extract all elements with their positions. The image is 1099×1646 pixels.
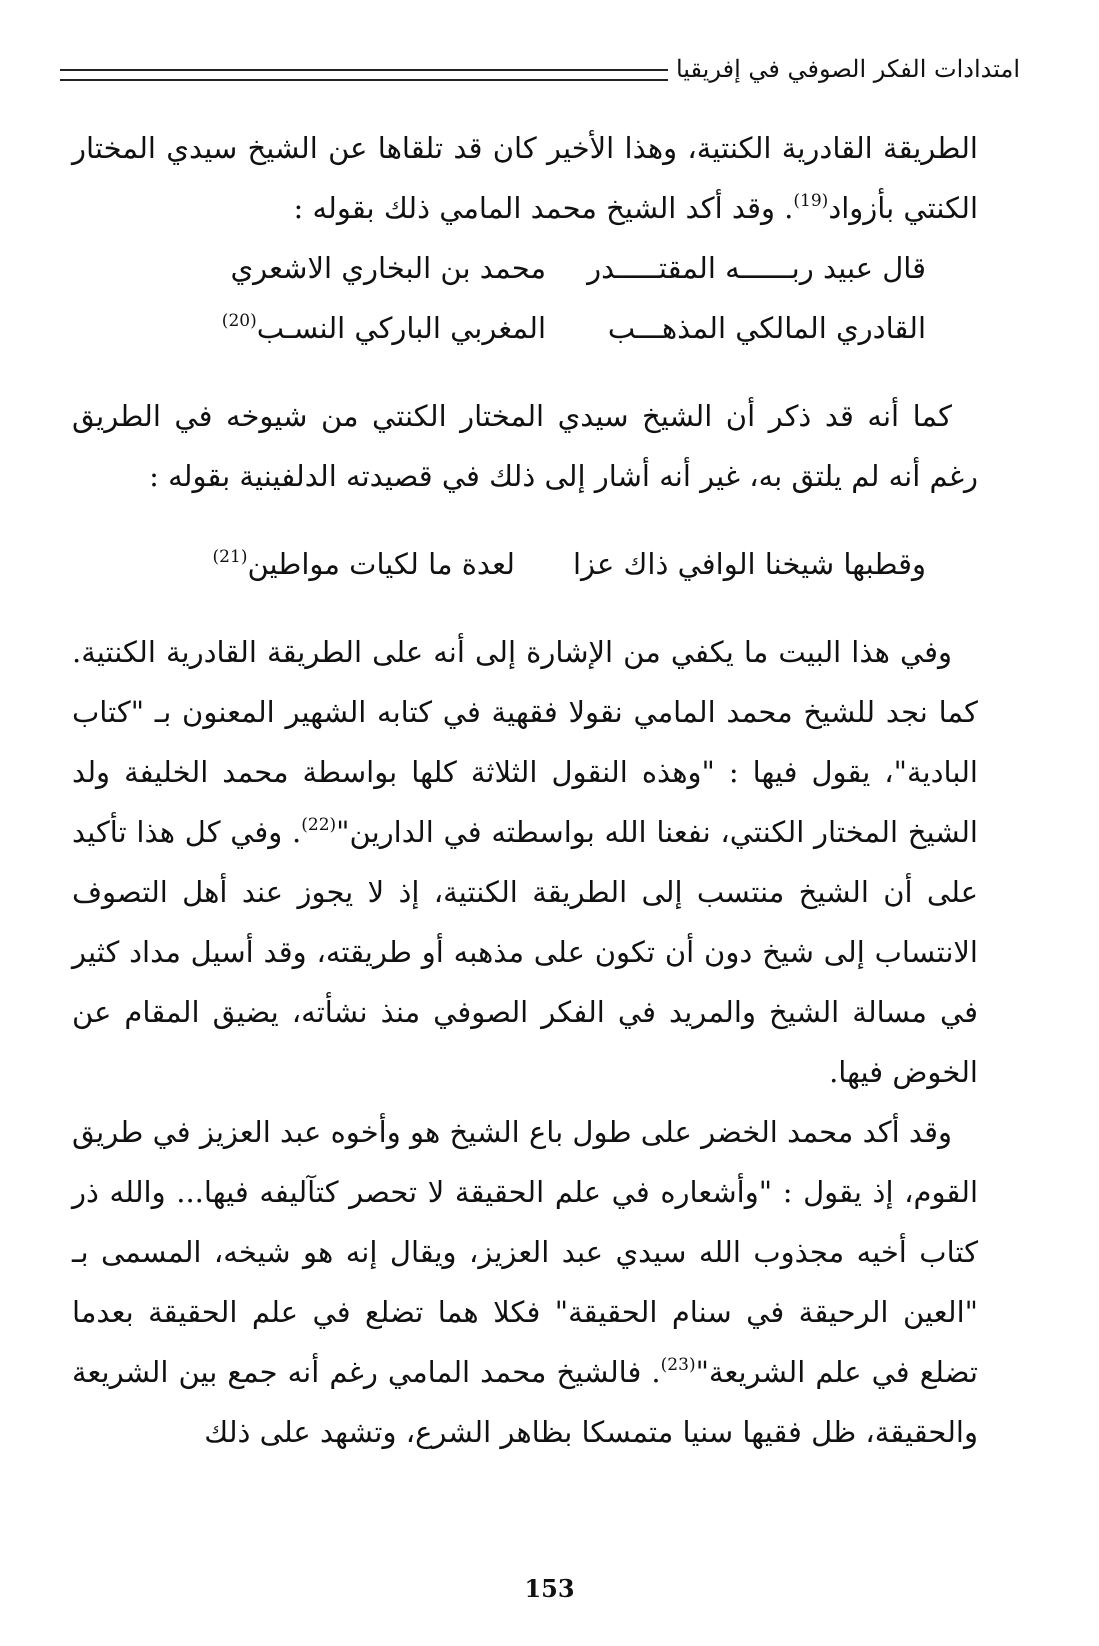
- page-number: 153: [524, 1574, 575, 1603]
- paragraph-3: [72, 622, 978, 1102]
- verse-line-2: [72, 298, 978, 358]
- spacer: [72, 358, 978, 386]
- body-text: [72, 118, 978, 1462]
- paragraph-3-text-a: وفي هذا البيت ما يكفي من الإشارة إلى أنه على الطريقة القادرية الكنتية. كما نجد للشيخ محمد المامي نقولا فقهية في كتابه الشهير المعنون بـ "كتاب البادية"، يقول فيها : "وهذه النقول الثلاثة كلها بواسطة محمد الخليفة ولد الشيخ المختار الكنتي، نفعنا الله بواسطته في الدارين": [72, 635, 978, 849]
- paragraph-1: [72, 118, 978, 238]
- footnote-ref-23: (23): [660, 1355, 696, 1375]
- verse-2-second-hemistich: [222, 298, 546, 358]
- paragraph-4-text-a: وقد أكد محمد الخضر على طول باع الشيخ هو وأخوه عبد العزيز في طريق القوم، إذ يقول : "وأشعاره في علم الحقيقة لا تحصر كتآليفه فيها... والله ذر كتاب أخيه مجذوب الله سيدي عبد العزيز، ويقال إنه هو شيخه، المسمى بـ "العين الرحيقة في سنام الحقيقة" فكلا هما تضلع في علم الحقيقة بعدما تضلع في علم الشريعة": [72, 1115, 978, 1389]
- verse-dalfiniya: [72, 534, 978, 594]
- paragraph-2: كما أنه قد ذكر أن الشيخ سيدي المختار الكنتي من شيوخه في الطريق رغم أنه لم يلتق به، غير أنه أشار إلى ذلك في قصيدته الدلفينية بقوله :: [72, 399, 978, 493]
- verse-2-second-hemistich-text: المغربي الباركي النسـب: [256, 311, 546, 345]
- paragraph-4: [72, 1102, 978, 1462]
- footnote-ref-22: (22): [301, 815, 337, 835]
- footnote-ref-20: (20): [221, 311, 257, 331]
- verse-dalfiniya-second-text: لعدة ما لكيات مواطين: [247, 547, 515, 581]
- footnote-ref-21: (21): [212, 547, 248, 567]
- running-title: امتدادات الفكر الصوفي في إفريقيا: [675, 55, 1020, 83]
- paragraph-1-text: الطريقة القادرية الكنتية، وهذا الأخير كان قد تلقاها عن الشيخ سيدي المختار الكنتي بأزواد: [72, 131, 978, 225]
- verse-1-first-hemistich: قال عبيد ربــــــه المقتـــــدر: [587, 251, 926, 285]
- paragraph-1-tail: . وقد أكد الشيخ محمد المامي ذلك بقوله :: [293, 191, 794, 225]
- footnote-ref-19: (19): [793, 191, 829, 211]
- running-header: [60, 44, 1020, 94]
- verse-dalfiniya-first-hemistich: وقطبها شيخنا الوافي ذاك عزا: [572, 547, 926, 581]
- verse-dalfiniya-second-hemistich: [213, 547, 515, 581]
- paragraph-3-text-b: . وفي كل هذا تأكيد على أن الشيخ منتسب إلى الطريقة الكنتية، إذ لا يجوز عند أهل التصوف الانتساب إلى شيخ دون أن تكون على مذهبه أو طريقته، وقد أسيل مداد كثير في مسالة الشيخ والمريد في الفكر الصوفي منذ نشأته، يضيق المقام عن الخوض فيها.: [72, 815, 978, 1089]
- verse-1-second-hemistich: محمد بن البخاري الاشعري: [230, 251, 546, 285]
- verse-2-first-hemistich: القادري المالكي المذهـــب: [607, 311, 926, 345]
- spacer: [72, 506, 978, 534]
- verse-line-1: [72, 238, 978, 298]
- header-rule: [60, 69, 668, 81]
- paragraph-4-text-b: . فالشيخ محمد المامي رغم أنه جمع بين الشريعة والحقيقة، ظل فقيها سنيا متمسكا بظاهر الشرع، وتشهد على ذلك: [72, 1355, 978, 1449]
- spacer: [72, 594, 978, 622]
